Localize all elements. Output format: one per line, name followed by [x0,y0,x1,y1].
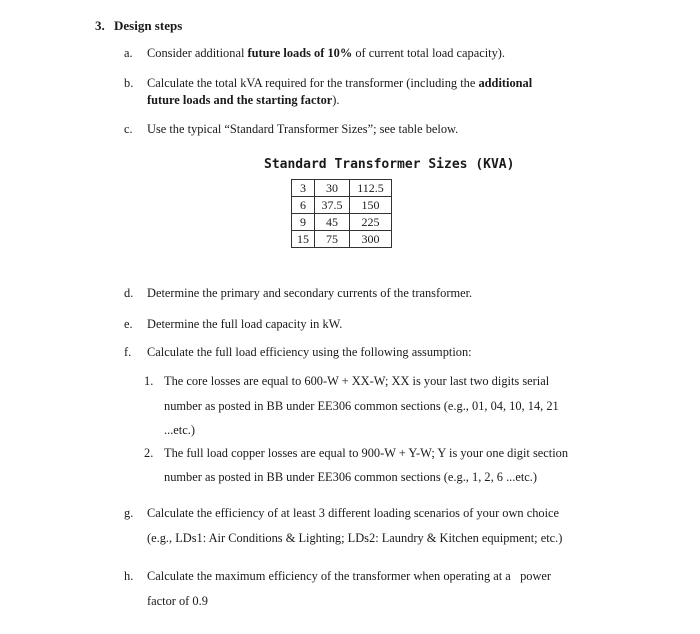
step-f-sub1-line1: The core losses are equal to 600-W + XX-W; XX is your last two digits serial [164,374,550,388]
step-c-text: Use the typical “Standard Transformer Sizes”; see table below. [147,122,459,136]
section-heading [95,18,182,34]
table-cell: 300 [350,231,392,248]
table-cell: 37.5 [315,197,350,214]
step-a-text [147,46,505,61]
step-b-line2 [147,93,340,108]
step-e-text: Determine the full load capacity in kW. [147,317,343,331]
section-number: 3. [95,18,105,33]
table-row [292,214,392,231]
step-a-text-bold: future loads of 10% [247,46,353,60]
step-f-sub1-line2: number as posted in BB under EE306 common sections (e.g., 01, 04, 10, 14, 21 [164,399,559,413]
step-h-label: h. [124,569,134,583]
table-cell: 6 [292,197,315,214]
step-a-label: a. [124,46,133,60]
step-f-label: f. [124,345,132,359]
step-a-text-pre: Consider additional [147,46,248,60]
step-f-text: Calculate the full load efficiency using the following assumption: [147,345,472,359]
table-cell: 112.5 [350,180,392,197]
step-d-label: d. [124,286,134,300]
step-b-line2-post: ). [332,93,340,107]
step-b-line1 [147,76,532,91]
table-cell: 45 [315,214,350,231]
step-h-line2: factor of 0.9 [147,594,208,608]
table-cell: 225 [350,214,392,231]
step-b-line1-pre: Calculate the total kVA required for the transformer (including the [147,76,479,90]
table-cell: 15 [292,231,315,248]
table-row [292,197,392,214]
step-b-line1-bold: additional [478,76,533,90]
step-b-label: b. [124,76,134,90]
step-b-line2-bold: future loads and the starting factor [147,93,333,107]
step-h-line1: Calculate the maximum efficiency of the transformer when operating at a power [147,569,552,583]
step-g-line2: (e.g., LDs1: Air Conditions & Lighting; LDs2: Laundry & Kitchen equipment; etc.) [147,531,563,545]
step-g-line1: Calculate the efficiency of at least 3 different loading scenarios of your own choice [147,506,560,520]
step-f-sub1-label: 1. [144,374,154,388]
step-f-sub2-line2: number as posted in BB under EE306 common sections (e.g., 1, 2, 6 ...etc.) [164,470,538,484]
step-c-label: c. [124,122,133,136]
table-title: Standard Transformer Sizes (KVA) [264,157,515,172]
table-row [292,180,392,197]
table-cell: 30 [315,180,350,197]
step-f-sub2-label: 2. [144,446,154,460]
step-f-sub1-line3: ...etc.) [164,423,195,437]
table-cell: 9 [292,214,315,231]
step-d-text: Determine the primary and secondary currents of the transformer. [147,286,473,300]
table-cell: 75 [315,231,350,248]
step-a-text-post: of current total load capacity). [352,46,506,60]
table-cell: 3 [292,180,315,197]
step-e-label: e. [124,317,133,331]
table-row [292,231,392,248]
step-g-label: g. [124,506,134,520]
section-title: Design steps [114,18,183,33]
table-cell: 150 [350,197,392,214]
step-f-sub2-line1: The full load copper losses are equal to 900-W + Y-W; Y is your one digit section [164,446,569,460]
transformer-sizes-table [291,179,392,248]
